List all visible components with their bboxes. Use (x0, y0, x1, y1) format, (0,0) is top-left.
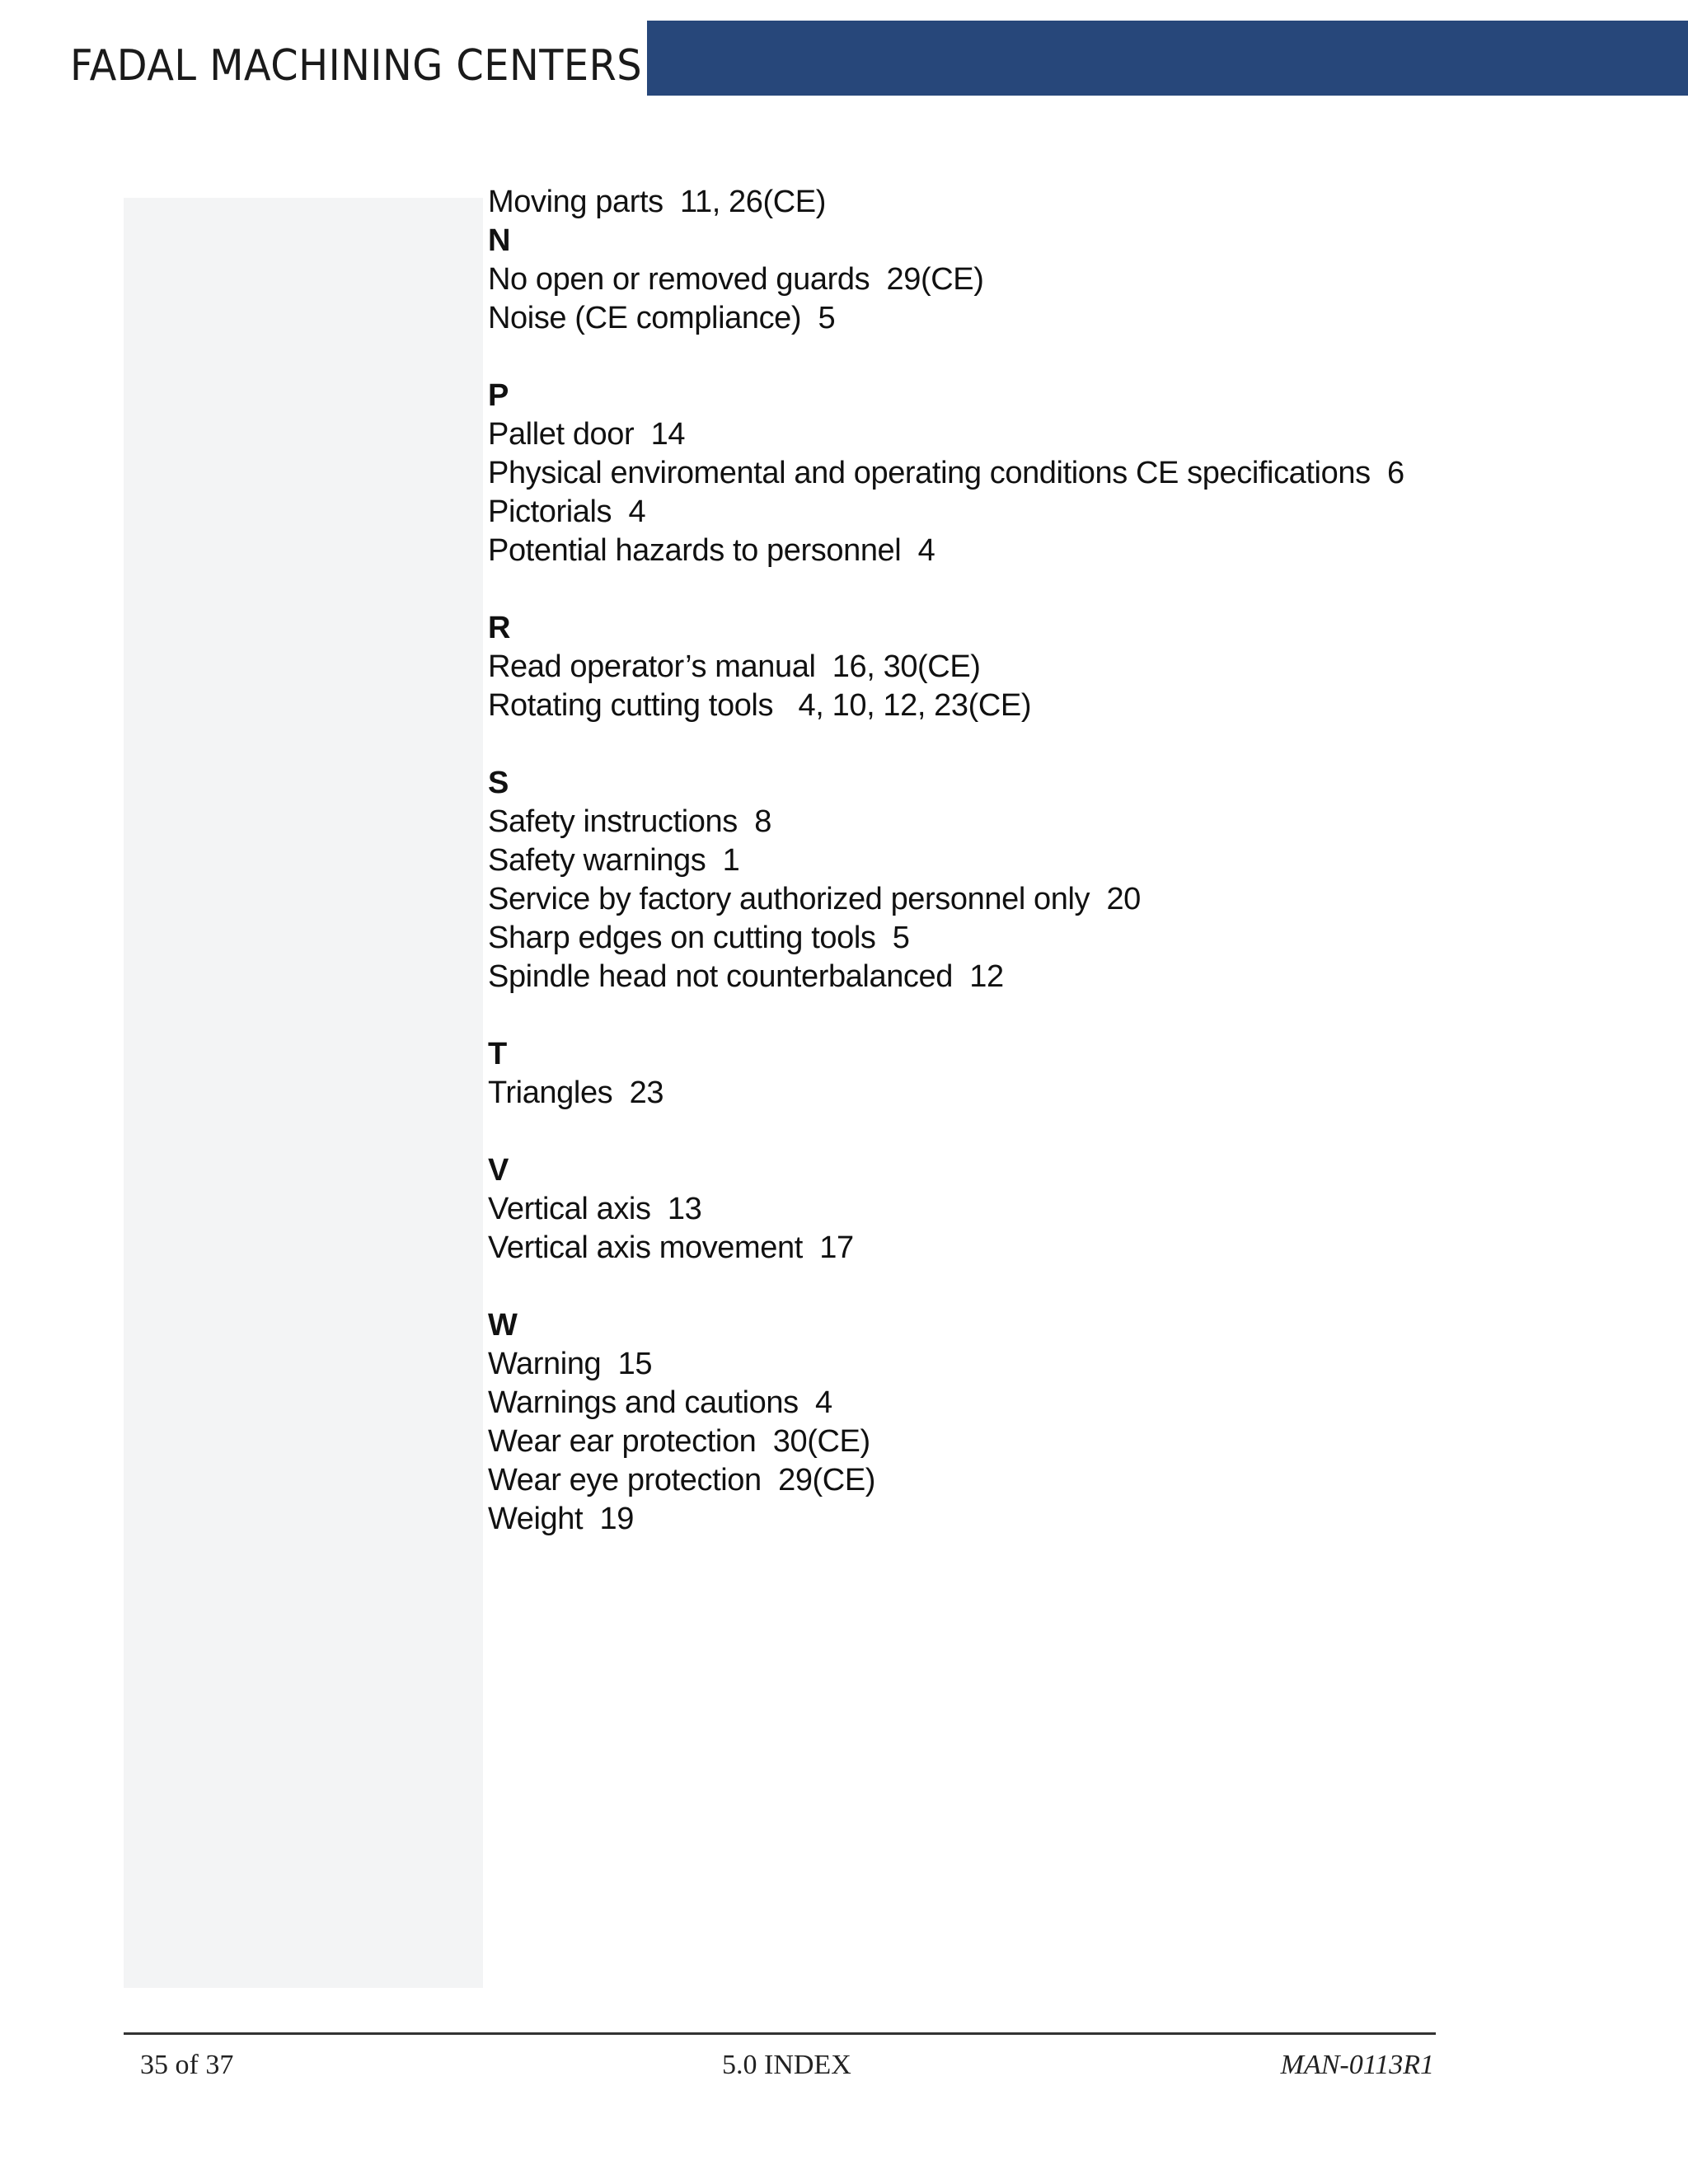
index-letter-heading: T (488, 1037, 507, 1071)
sidebar-panel (124, 198, 483, 1988)
index-entry: Potential hazards to personnel 4 (488, 533, 935, 568)
index-entry: Wear eye protection 29(CE) (488, 1463, 876, 1497)
index-spacer (488, 725, 1559, 764)
index-list (488, 183, 1559, 1539)
index-entry: Read operator’s manual 16, 30(CE) (488, 649, 981, 684)
index-entry: Triangles 23 (488, 1076, 664, 1110)
header-color-bar (647, 21, 1688, 96)
index-entry: Vertical axis 13 (488, 1192, 702, 1226)
index-entry: Warnings and cautions 4 (488, 1385, 832, 1420)
index-entry: Vertical axis movement 17 (488, 1230, 854, 1265)
index-entry: Wear ear protection 30(CE) (488, 1424, 870, 1459)
index-entry: Pallet door 14 (488, 417, 686, 452)
page-number: 35 of 37 (140, 2050, 234, 2080)
footer-rule (124, 2032, 1436, 2035)
index-letter-heading: N (488, 223, 511, 258)
index-letter-heading: P (488, 378, 509, 413)
index-entry: Spindle head not counterbalanced 12 (488, 959, 1004, 994)
index-letter-heading: W (488, 1308, 518, 1343)
index-spacer (488, 570, 1559, 609)
index-letter-heading: V (488, 1153, 509, 1188)
index-entry: Warning 15 (488, 1347, 653, 1381)
index-entry: Moving parts 11, 26(CE) (488, 185, 826, 219)
document-header-title: FADAL MACHINING CENTERS (70, 41, 643, 91)
index-entry: No open or removed guards 29(CE) (488, 262, 984, 297)
index-entry: Service by factory authorized personnel only 20 (488, 882, 1141, 916)
section-name: 5.0 INDEX (722, 2050, 851, 2080)
index-letter-heading: R (488, 611, 511, 645)
index-entry: Weight 19 (488, 1502, 634, 1536)
index-spacer (488, 996, 1559, 1035)
index-entry: Safety warnings 1 (488, 843, 740, 878)
document-id: MAN-0113R1 (1280, 2050, 1434, 2080)
index-spacer (488, 1113, 1559, 1151)
index-entry: Pictorials 4 (488, 494, 646, 529)
index-entry: Safety instructions 8 (488, 804, 771, 839)
index-spacer (488, 338, 1559, 377)
index-entry: Physical enviromental and operating conditions CE specifications 6 (488, 456, 1404, 490)
index-letter-heading: S (488, 766, 509, 800)
index-spacer (488, 1268, 1559, 1306)
index-entry: Sharp edges on cutting tools 5 (488, 921, 910, 955)
index-entry: Rotating cutting tools 4, 10, 12, 23(CE) (488, 688, 1032, 723)
index-entry: Noise (CE compliance) 5 (488, 301, 836, 335)
